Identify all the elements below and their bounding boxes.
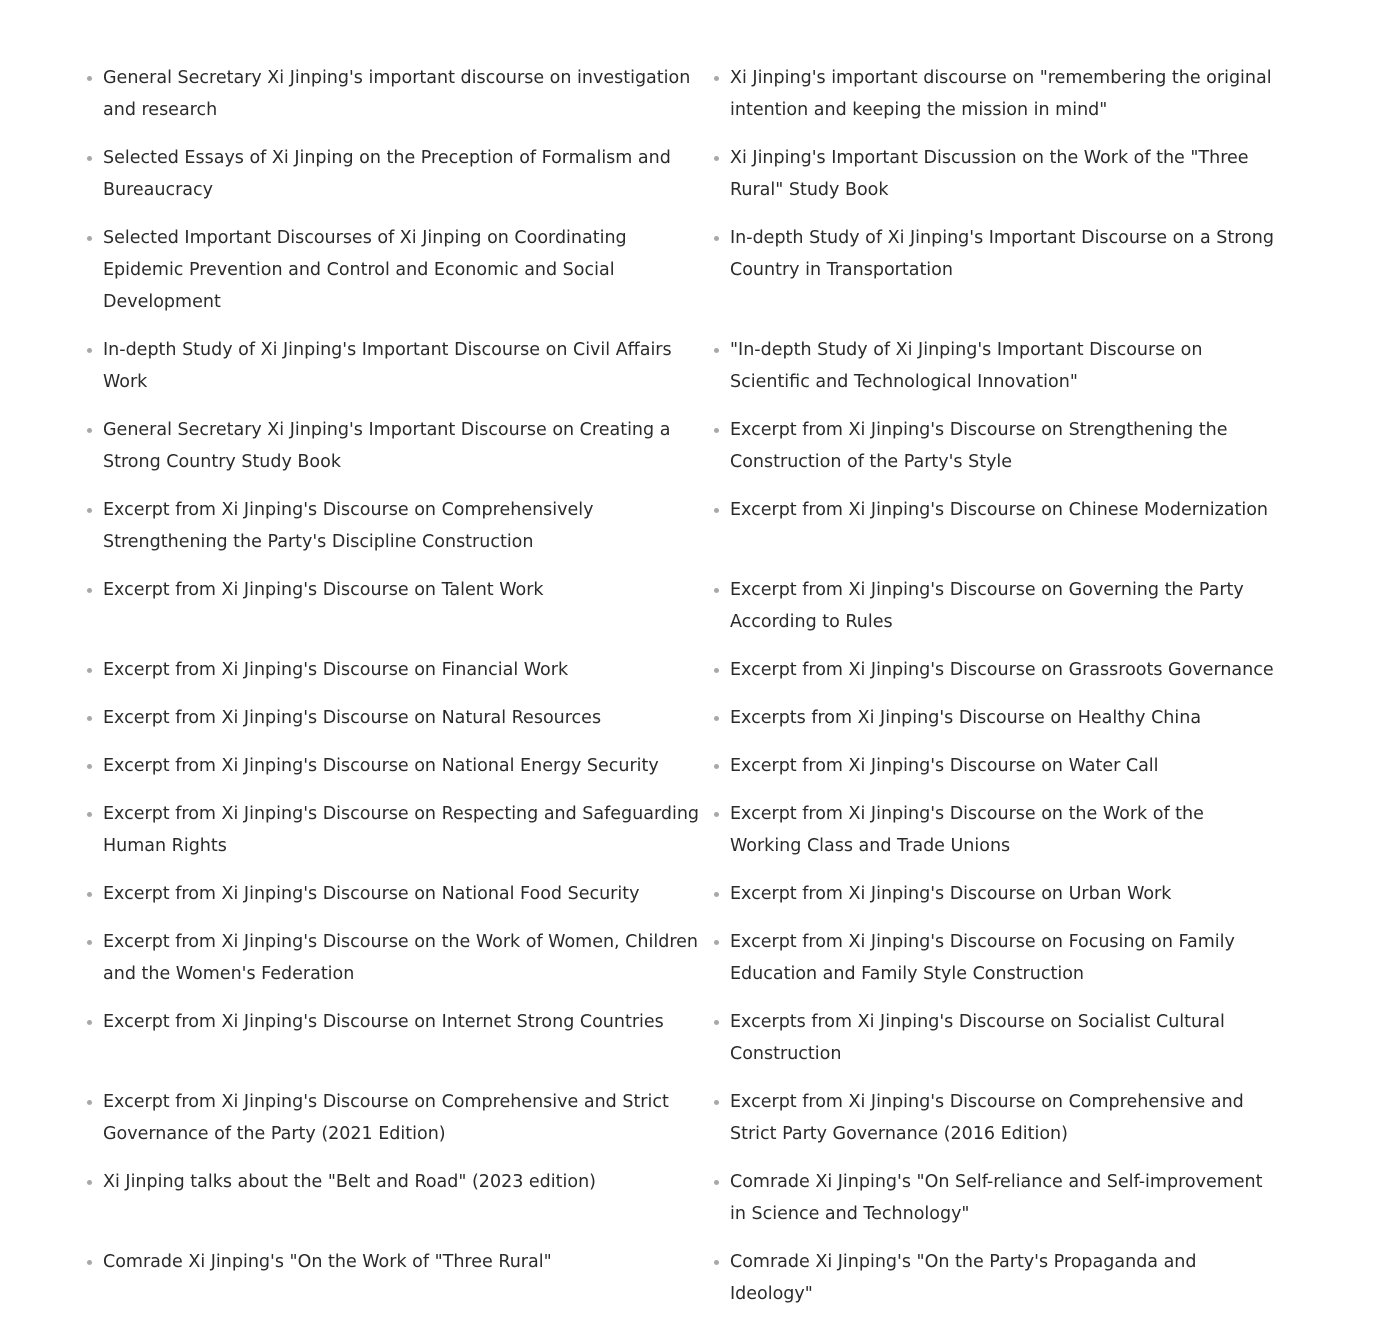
bullet-dot-icon bbox=[714, 764, 719, 769]
book-list-item[interactable] bbox=[87, 142, 714, 206]
book-title-link[interactable]: Excerpt from Xi Jinping's Discourse on Water Call bbox=[730, 756, 1159, 776]
book-title-link[interactable]: In-depth Study of Xi Jinping's Important Discourse on a Strong Country in Transportation bbox=[730, 228, 1274, 280]
bullet-dot-icon bbox=[714, 1100, 719, 1105]
book-title-link[interactable]: Xi Jinping's Important Discussion on the Work of the "Three Rural" Study Book bbox=[730, 148, 1249, 200]
book-list-item[interactable] bbox=[87, 574, 714, 638]
book-list-item[interactable] bbox=[714, 1166, 1279, 1230]
book-list-item[interactable] bbox=[87, 494, 714, 558]
bullet-dot-icon bbox=[87, 716, 92, 721]
book-title-link[interactable]: "In-depth Study of Xi Jinping's Important Discourse on Scientific and Technological Innovation" bbox=[730, 340, 1203, 392]
book-list-item[interactable] bbox=[714, 798, 1279, 862]
book-list-item[interactable] bbox=[87, 878, 714, 910]
book-title-link[interactable]: Excerpt from Xi Jinping's Discourse on Internet Strong Countries bbox=[103, 1012, 664, 1032]
bullet-dot-icon bbox=[87, 1260, 92, 1265]
book-title-link[interactable]: Excerpt from Xi Jinping's Discourse on Grassroots Governance bbox=[730, 660, 1274, 680]
bullet-dot-icon bbox=[87, 156, 92, 161]
book-list-item[interactable] bbox=[87, 1086, 714, 1150]
book-title-link[interactable]: Excerpt from Xi Jinping's Discourse on Natural Resources bbox=[103, 708, 602, 728]
book-title-link[interactable]: Excerpt from Xi Jinping's Discourse on Governing the Party According to Rules bbox=[730, 580, 1244, 632]
book-title-link[interactable]: Excerpt from Xi Jinping's Discourse on National Food Security bbox=[103, 884, 640, 904]
book-title-link[interactable]: Excerpts from Xi Jinping's Discourse on Healthy China bbox=[730, 708, 1202, 728]
book-list-item[interactable] bbox=[714, 574, 1279, 638]
bullet-dot-icon bbox=[87, 76, 92, 81]
book-list-item[interactable] bbox=[87, 798, 714, 862]
bullet-dot-icon bbox=[714, 588, 719, 593]
book-list-item[interactable] bbox=[87, 62, 714, 126]
book-list-item[interactable] bbox=[87, 750, 714, 782]
bullet-dot-icon bbox=[714, 668, 719, 673]
book-list-item[interactable] bbox=[714, 142, 1279, 206]
book-title-link[interactable]: Excerpt from Xi Jinping's Discourse on the Work of the Working Class and Trade Unions bbox=[730, 804, 1204, 856]
bullet-dot-icon bbox=[714, 812, 719, 817]
bullet-dot-icon bbox=[714, 1180, 719, 1185]
bullet-dot-icon bbox=[714, 156, 719, 161]
book-title-link[interactable]: Excerpt from Xi Jinping's Discourse on Comprehensive and Strict Governance of the Party (2021 Edition) bbox=[103, 1092, 669, 1144]
bullet-dot-icon bbox=[87, 1180, 92, 1185]
book-title-link[interactable]: Excerpt from Xi Jinping's Discourse on the Work of Women, Children and the Women's Federation bbox=[103, 932, 698, 984]
bullet-dot-icon bbox=[714, 508, 719, 513]
book-title-link[interactable]: Xi Jinping talks about the "Belt and Road" (2023 edition) bbox=[103, 1172, 596, 1192]
book-title-link[interactable]: Comrade Xi Jinping's "On Self-reliance and Self-improvement in Science and Technology" bbox=[730, 1172, 1263, 1224]
bullet-dot-icon bbox=[87, 668, 92, 673]
book-list-item[interactable] bbox=[87, 654, 714, 686]
book-title-link[interactable]: Selected Important Discourses of Xi Jinping on Coordinating Epidemic Prevention and Control and Economic and Social Development bbox=[103, 228, 627, 312]
book-list-item[interactable] bbox=[714, 494, 1279, 558]
bullet-dot-icon bbox=[714, 428, 719, 433]
book-list-item[interactable] bbox=[714, 1006, 1279, 1070]
bullet-dot-icon bbox=[714, 940, 719, 945]
bullet-dot-icon bbox=[87, 428, 92, 433]
book-list-item[interactable] bbox=[714, 414, 1279, 478]
book-list-item[interactable] bbox=[87, 1006, 714, 1070]
book-title-link[interactable]: Excerpt from Xi Jinping's Discourse on Strengthening the Construction of the Party's Style bbox=[730, 420, 1228, 472]
book-title-link[interactable]: In-depth Study of Xi Jinping's Important Discourse on Civil Affairs Work bbox=[103, 340, 672, 392]
book-title-link[interactable]: Xi Jinping's important discourse on "remembering the original intention and keeping the mission in mind" bbox=[730, 68, 1272, 120]
book-title-link[interactable]: Excerpt from Xi Jinping's Discourse on Urban Work bbox=[730, 884, 1172, 904]
book-list-item[interactable] bbox=[714, 222, 1279, 318]
book-list-item[interactable] bbox=[714, 1246, 1279, 1310]
bullet-dot-icon bbox=[87, 508, 92, 513]
book-title-link[interactable]: Excerpt from Xi Jinping's Discourse on Focusing on Family Education and Family Style Construction bbox=[730, 932, 1235, 984]
book-list-item[interactable] bbox=[87, 1166, 714, 1230]
book-list-item[interactable] bbox=[714, 334, 1279, 398]
bullet-dot-icon bbox=[714, 76, 719, 81]
bullet-dot-icon bbox=[87, 812, 92, 817]
bullet-dot-icon bbox=[87, 588, 92, 593]
book-list-item[interactable] bbox=[714, 750, 1279, 782]
bullet-dot-icon bbox=[87, 940, 92, 945]
book-list-item[interactable] bbox=[714, 654, 1279, 686]
book-title-link[interactable]: Comrade Xi Jinping's "On the Work of "Three Rural" bbox=[103, 1252, 552, 1272]
book-list-item[interactable] bbox=[87, 926, 714, 990]
bullet-dot-icon bbox=[87, 764, 92, 769]
bullet-dot-icon bbox=[714, 1260, 719, 1265]
book-title-link[interactable]: General Secretary Xi Jinping's important discourse on investigation and research bbox=[103, 68, 691, 120]
book-list-item[interactable] bbox=[87, 222, 714, 318]
bullet-dot-icon bbox=[87, 348, 92, 353]
bullet-dot-icon bbox=[714, 348, 719, 353]
bullet-dot-icon bbox=[87, 1020, 92, 1025]
bullet-dot-icon bbox=[714, 236, 719, 241]
book-list-item[interactable] bbox=[714, 702, 1279, 734]
bullet-dot-icon bbox=[714, 892, 719, 897]
bullet-dot-icon bbox=[87, 236, 92, 241]
bullet-dot-icon bbox=[714, 716, 719, 721]
book-list-item[interactable] bbox=[87, 1246, 714, 1310]
book-list-item[interactable] bbox=[87, 414, 714, 478]
book-title-link[interactable]: Excerpt from Xi Jinping's Discourse on Chinese Modernization bbox=[730, 500, 1269, 520]
bullet-dot-icon bbox=[714, 1020, 719, 1025]
book-title-link[interactable]: Excerpt from Xi Jinping's Discourse on Talent Work bbox=[103, 580, 544, 600]
book-list-item[interactable] bbox=[714, 878, 1279, 910]
book-list-item[interactable] bbox=[714, 62, 1279, 126]
book-list-item[interactable] bbox=[714, 1086, 1279, 1150]
book-title-link[interactable]: General Secretary Xi Jinping's Important Discourse on Creating a Strong Country Study Book bbox=[103, 420, 671, 472]
book-title-link[interactable]: Selected Essays of Xi Jinping on the Preception of Formalism and Bureaucracy bbox=[103, 148, 671, 200]
book-title-link[interactable]: Excerpt from Xi Jinping's Discourse on Financial Work bbox=[103, 660, 569, 680]
book-title-link[interactable]: Excerpts from Xi Jinping's Discourse on Socialist Cultural Construction bbox=[730, 1012, 1225, 1064]
book-title-link[interactable]: Excerpt from Xi Jinping's Discourse on Comprehensively Strengthening the Party's Discipline Construction bbox=[103, 500, 594, 552]
book-title-link[interactable]: Excerpt from Xi Jinping's Discourse on National Energy Security bbox=[103, 756, 659, 776]
book-list bbox=[0, 62, 1380, 1326]
book-title-link[interactable]: Comrade Xi Jinping's "On the Party's Propaganda and Ideology" bbox=[730, 1252, 1197, 1304]
book-title-link[interactable]: Excerpt from Xi Jinping's Discourse on Comprehensive and Strict Party Governance (2016 Edition) bbox=[730, 1092, 1244, 1144]
book-title-link[interactable]: Excerpt from Xi Jinping's Discourse on Respecting and Safeguarding Human Rights bbox=[103, 804, 700, 856]
book-list-item[interactable] bbox=[714, 926, 1279, 990]
book-list-item[interactable] bbox=[87, 334, 714, 398]
book-list-item[interactable] bbox=[87, 702, 714, 734]
bullet-dot-icon bbox=[87, 892, 92, 897]
bullet-dot-icon bbox=[87, 1100, 92, 1105]
